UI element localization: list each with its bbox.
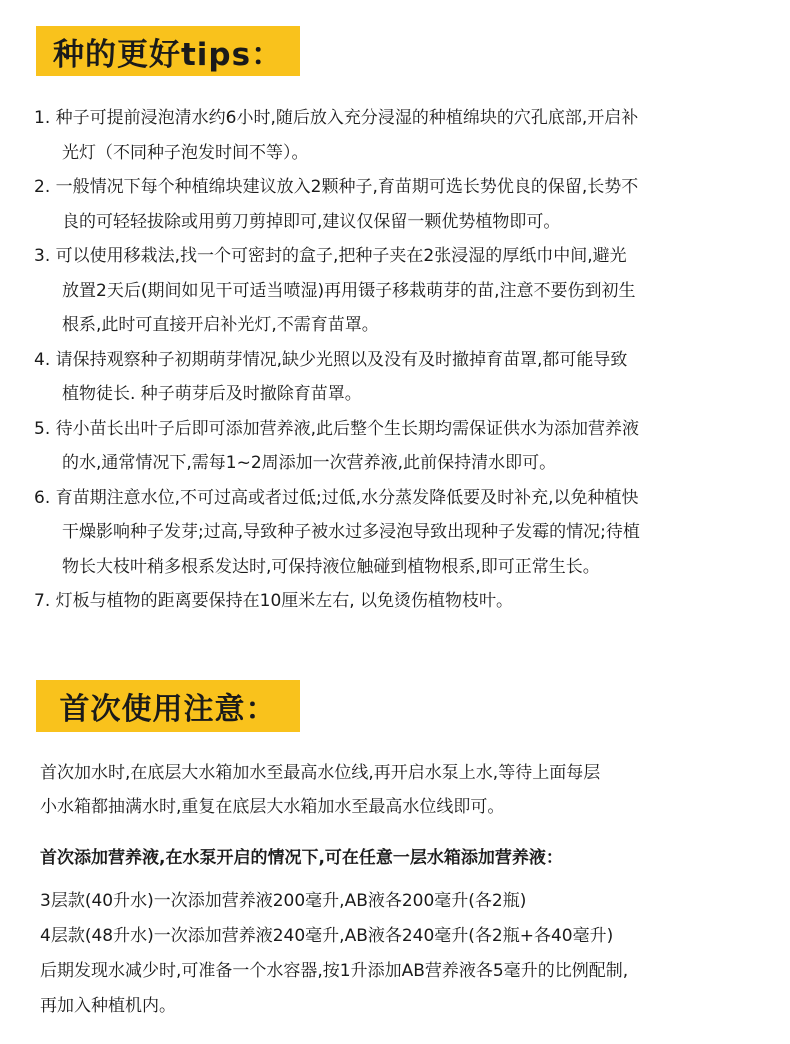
tip-5-line-1: 5. 待小苗长出叶子后即可添加营养液,此后整个生长期均需保证供水为添加营养液 bbox=[34, 418, 640, 439]
tip-4-line-1: 4. 请保持观察种子初期萌芽情况,缺少光照以及没有及时撤掉育苗罩,都可能导致 bbox=[34, 349, 628, 370]
detail-line-2: 4层款(48升水)一次添加营养液240毫升,AB液各240毫升(各2瓶+各40毫升) bbox=[40, 926, 614, 946]
intro-line-2: 小水箱都抽满水时,重复在底层大水箱加水至最高水位线即可。 bbox=[40, 797, 505, 817]
nutrient-subheading: 首次添加营养液,在水泵开启的情况下,可在任意一层水箱添加营养液： bbox=[40, 848, 563, 868]
tip-6-line-2: 干燥影响种子发芽;过高,导致种子被水过多浸泡导致出现种子发霉的情况;待植 bbox=[62, 522, 640, 542]
tip-3-line-3: 根系,此时可直接开启补光灯,不需育苗罩。 bbox=[62, 315, 379, 335]
tips-title: 种的更好tips： bbox=[52, 36, 284, 73]
tip-6-line-3: 物长大枝叶稍多根系发达时,可保持液位触碰到植物根系,即可正常生长。 bbox=[62, 556, 600, 577]
tip-2-line-1: 2. 一般情况下每个种植绵块建议放入2颗种子,育苗期可选长势优良的保留,长势不 bbox=[34, 177, 639, 197]
tip-5-line-2: 的水,通常情况下,需每1~2周添加一次营养液,此前保持清水即可。 bbox=[62, 453, 557, 473]
detail-line-4: 再加入种植机内。 bbox=[40, 996, 176, 1016]
tip-3-line-2: 放置2天后(期间如见干可适当喷湿)再用镊子移栽萌芽的苗,注意不要伤到初生 bbox=[62, 280, 636, 301]
first-use-intro bbox=[40, 756, 770, 824]
detail-line-1: 3层款(40升水)一次添加营养液200毫升,AB液各200毫升(各2瓶) bbox=[40, 891, 527, 911]
tips-title-badge bbox=[36, 26, 300, 76]
tip-1-line-1: 1. 种子可提前浸泡清水约6小时,随后放入充分浸湿的种植绵块的穴孔底部,开启补 bbox=[34, 108, 639, 128]
tips-list bbox=[34, 101, 774, 619]
nutrient-details bbox=[40, 884, 770, 1024]
detail-line-3: 后期发现水减少时,可准备一个水容器,按1升添加AB营养液各5毫升的比例配制, bbox=[40, 961, 629, 981]
tip-7-line-1: 7. 灯板与植物的距离要保持在10厘米左右, 以免烫伤植物枝叶。 bbox=[34, 591, 514, 611]
tip-6-line-1: 6. 育苗期注意水位,不可过高或者过低;过低,水分蒸发降低要及时补充,以免种植快 bbox=[34, 487, 639, 508]
tip-3-line-1: 3. 可以使用移栽法,找一个可密封的盒子,把种子夹在2张浸湿的厚纸巾中间,避光 bbox=[34, 246, 627, 266]
first-use-title-badge bbox=[36, 680, 300, 732]
intro-line-1: 首次加水时,在底层大水箱加水至最高水位线,再开启水泵上水,等待上面每层 bbox=[40, 763, 601, 783]
tip-2-line-2: 良的可轻轻拔除或用剪刀剪掉即可,建议仅保留一颗优势植物即可。 bbox=[62, 211, 561, 232]
tip-4-line-2: 植物徒长. 种子萌芽后及时撤除育苗罩。 bbox=[62, 384, 362, 404]
tip-1-line-2: 光灯（不同种子泡发时间不等）。 bbox=[62, 142, 309, 163]
first-use-title: 首次使用注意： bbox=[59, 692, 277, 727]
